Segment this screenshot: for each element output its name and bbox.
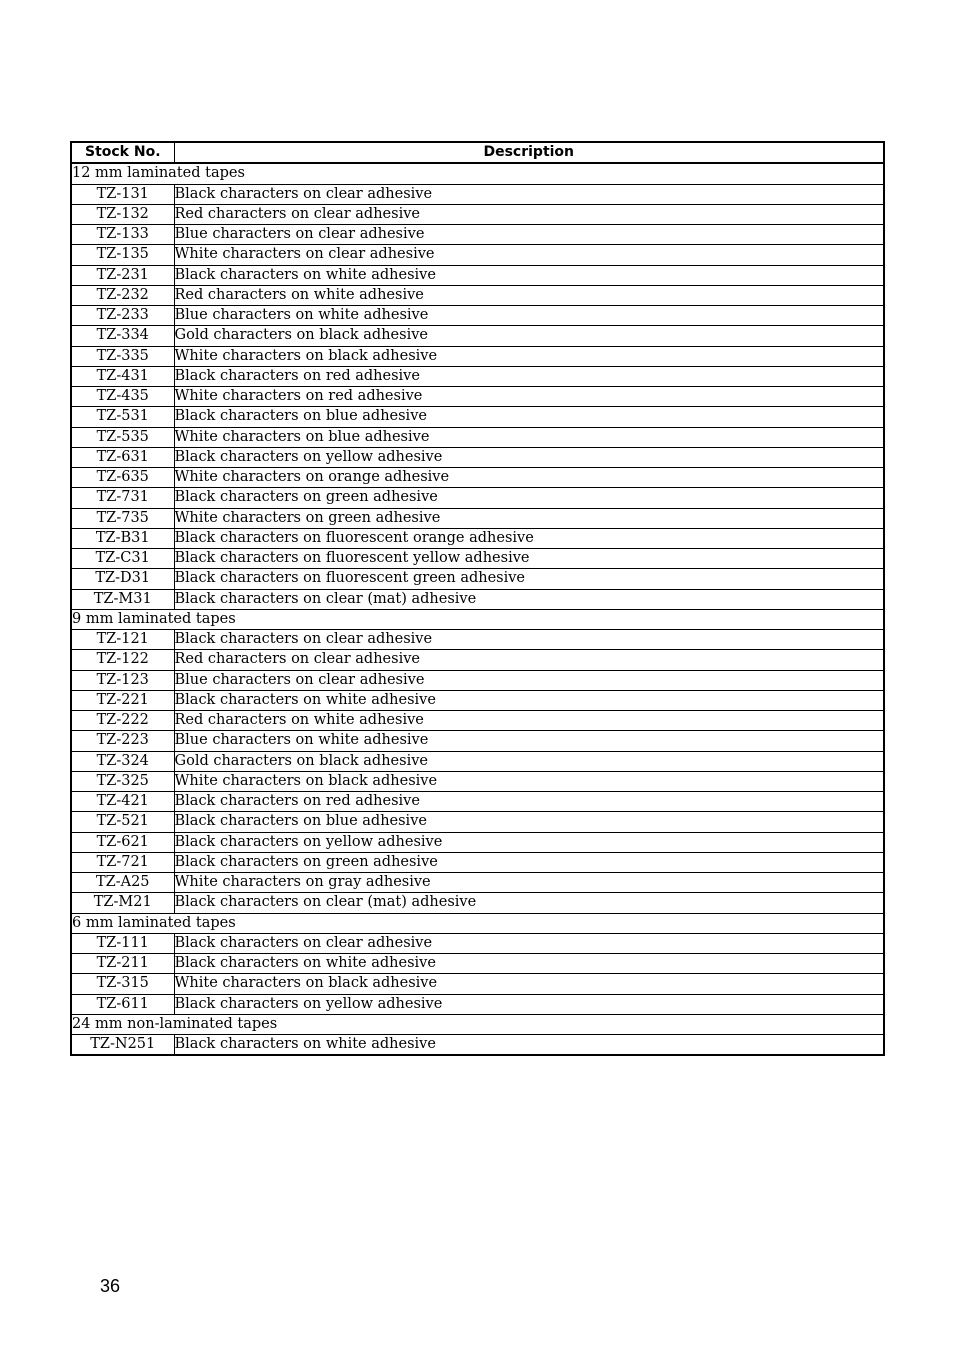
stock-number-cell: TZ-324 (71, 751, 174, 771)
table-row (71, 630, 884, 650)
table-row (71, 285, 884, 305)
description-cell: White characters on blue adhesive (174, 427, 884, 447)
description-cell: Blue characters on clear adhesive (174, 225, 884, 245)
header-row (71, 142, 884, 163)
stock-number-cell: TZ-122 (71, 650, 174, 670)
description-cell: Blue characters on white adhesive (174, 306, 884, 326)
stock-number-cell: TZ-111 (71, 933, 174, 953)
description-cell: White characters on clear adhesive (174, 245, 884, 265)
table-row (71, 589, 884, 609)
table-row (71, 690, 884, 710)
section-header-row (71, 163, 884, 184)
stock-number-cell: TZ-431 (71, 366, 174, 386)
table-row (71, 225, 884, 245)
description-cell: Red characters on clear adhesive (174, 204, 884, 224)
table-row (71, 873, 884, 893)
description-cell: Black characters on white adhesive (174, 690, 884, 710)
table-row (71, 731, 884, 751)
stock-number-cell: TZ-131 (71, 184, 174, 204)
table-row (71, 407, 884, 427)
table-row (71, 670, 884, 690)
description-cell: White characters on gray adhesive (174, 873, 884, 893)
table-body (71, 163, 884, 1055)
table-row (71, 447, 884, 467)
stock-number-cell: TZ-731 (71, 488, 174, 508)
stock-number-cell: TZ-521 (71, 812, 174, 832)
stock-number-cell: TZ-535 (71, 427, 174, 447)
description-cell: Black characters on fluorescent yellow adhesive (174, 549, 884, 569)
stock-number-cell: TZ-M31 (71, 589, 174, 609)
stock-number-cell: TZ-221 (71, 690, 174, 710)
table-row (71, 974, 884, 994)
table-row (71, 468, 884, 488)
description-cell: White characters on red adhesive (174, 387, 884, 407)
table-row (71, 488, 884, 508)
description-cell: White characters on black adhesive (174, 346, 884, 366)
stock-number-cell: TZ-421 (71, 792, 174, 812)
description-cell: Black characters on white adhesive (174, 954, 884, 974)
description-cell: Black characters on clear (mat) adhesive (174, 893, 884, 913)
table-row (71, 508, 884, 528)
table-row (71, 812, 884, 832)
stock-number-cell: TZ-121 (71, 630, 174, 650)
stock-number-cell: TZ-N251 (71, 1035, 174, 1056)
description-cell: Black characters on red adhesive (174, 792, 884, 812)
table-row (71, 528, 884, 548)
stock-number-header: Stock No. (71, 142, 174, 163)
stock-number-cell: TZ-735 (71, 508, 174, 528)
table-row (71, 204, 884, 224)
table-row (71, 306, 884, 326)
stock-number-cell: TZ-C31 (71, 549, 174, 569)
description-cell: White characters on orange adhesive (174, 468, 884, 488)
table-row (71, 852, 884, 872)
description-cell: Black characters on white adhesive (174, 1035, 884, 1056)
section-title: 12 mm laminated tapes (71, 163, 884, 184)
description-cell: Black characters on green adhesive (174, 852, 884, 872)
description-cell: Black characters on blue adhesive (174, 407, 884, 427)
description-cell: Black characters on yellow adhesive (174, 447, 884, 467)
table-row (71, 1035, 884, 1056)
table-row (71, 771, 884, 791)
stock-number-cell: TZ-621 (71, 832, 174, 852)
description-cell: Red characters on white adhesive (174, 285, 884, 305)
description-cell: Black characters on red adhesive (174, 366, 884, 386)
table-row (71, 751, 884, 771)
stock-number-cell: TZ-232 (71, 285, 174, 305)
section-header-row (71, 1014, 884, 1034)
description-cell: Red characters on clear adhesive (174, 650, 884, 670)
description-cell: Black characters on yellow adhesive (174, 994, 884, 1014)
description-cell: Red characters on white adhesive (174, 711, 884, 731)
stock-number-cell: TZ-135 (71, 245, 174, 265)
stock-number-cell: TZ-A25 (71, 873, 174, 893)
table-row (71, 245, 884, 265)
stock-number-cell: TZ-635 (71, 468, 174, 488)
section-header-row (71, 609, 884, 629)
table-row (71, 893, 884, 913)
stock-number-cell: TZ-223 (71, 731, 174, 751)
table-row (71, 711, 884, 731)
description-cell: Blue characters on clear adhesive (174, 670, 884, 690)
description-cell: Black characters on fluorescent orange adhesive (174, 528, 884, 548)
description-cell: Gold characters on black adhesive (174, 326, 884, 346)
description-cell: Black characters on blue adhesive (174, 812, 884, 832)
description-cell: White characters on black adhesive (174, 771, 884, 791)
description-cell: Black characters on green adhesive (174, 488, 884, 508)
stock-number-cell: TZ-231 (71, 265, 174, 285)
description-cell: White characters on green adhesive (174, 508, 884, 528)
stock-number-cell: TZ-325 (71, 771, 174, 791)
table-row (71, 933, 884, 953)
stock-number-cell: TZ-M21 (71, 893, 174, 913)
stock-number-cell: TZ-531 (71, 407, 174, 427)
description-cell: Black characters on clear adhesive (174, 184, 884, 204)
table-row (71, 366, 884, 386)
section-title: 24 mm non-laminated tapes (71, 1014, 884, 1034)
section-header-row (71, 913, 884, 933)
table-row (71, 265, 884, 285)
description-cell: Black characters on clear (mat) adhesive (174, 589, 884, 609)
stock-number-cell: TZ-334 (71, 326, 174, 346)
stock-number-cell: TZ-222 (71, 711, 174, 731)
description-cell: Black characters on clear adhesive (174, 933, 884, 953)
stock-number-cell: TZ-435 (71, 387, 174, 407)
stock-number-cell: TZ-211 (71, 954, 174, 974)
description-header: Description (174, 142, 884, 163)
table-row (71, 954, 884, 974)
stock-number-cell: TZ-631 (71, 447, 174, 467)
stock-number-cell: TZ-123 (71, 670, 174, 690)
table-row (71, 184, 884, 204)
stock-number-cell: TZ-611 (71, 994, 174, 1014)
stock-number-cell: TZ-315 (71, 974, 174, 994)
table-row (71, 346, 884, 366)
stock-number-cell: TZ-721 (71, 852, 174, 872)
table-row (71, 650, 884, 670)
page-number: 36 (100, 1276, 121, 1296)
description-cell: Black characters on fluorescent green adhesive (174, 569, 884, 589)
stock-number-cell: TZ-133 (71, 225, 174, 245)
table-header (71, 142, 884, 163)
stock-number-cell: TZ-D31 (71, 569, 174, 589)
stock-number-cell: TZ-B31 (71, 528, 174, 548)
table-row (71, 326, 884, 346)
description-cell: Black characters on white adhesive (174, 265, 884, 285)
table-row (71, 994, 884, 1014)
table-row (71, 549, 884, 569)
description-cell: Black characters on yellow adhesive (174, 832, 884, 852)
description-cell: Blue characters on white adhesive (174, 731, 884, 751)
description-cell: Black characters on clear adhesive (174, 630, 884, 650)
table-row (71, 387, 884, 407)
table-row (71, 427, 884, 447)
stock-number-cell: TZ-335 (71, 346, 174, 366)
section-title: 9 mm laminated tapes (71, 609, 884, 629)
stock-number-cell: TZ-132 (71, 204, 174, 224)
description-cell: White characters on black adhesive (174, 974, 884, 994)
stock-number-cell: TZ-233 (71, 306, 174, 326)
section-title: 6 mm laminated tapes (71, 913, 884, 933)
table-row (71, 832, 884, 852)
tape-stock-table (70, 141, 885, 1056)
table-row (71, 569, 884, 589)
description-cell: Gold characters on black adhesive (174, 751, 884, 771)
table-row (71, 792, 884, 812)
